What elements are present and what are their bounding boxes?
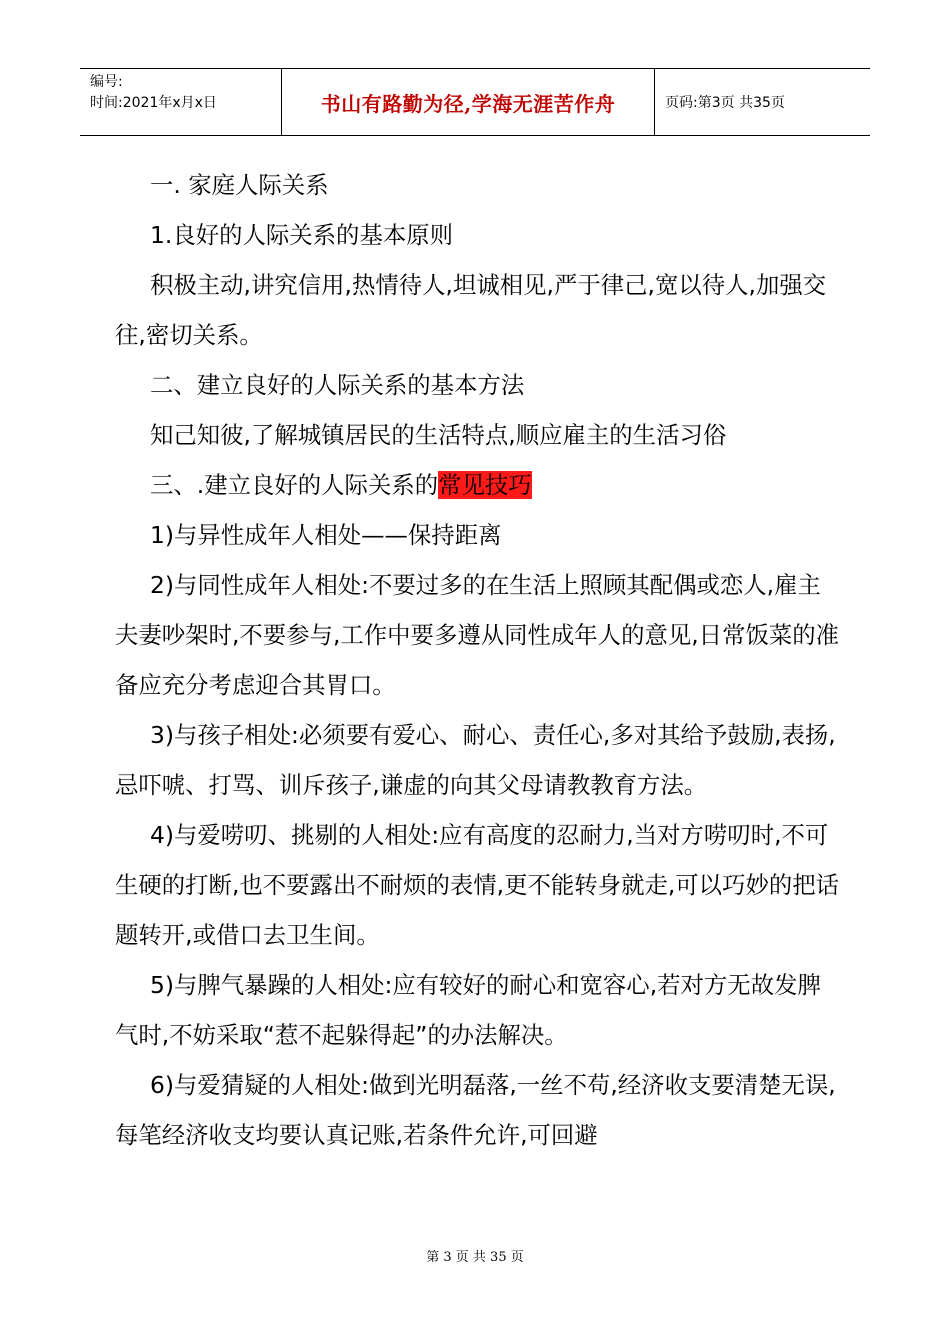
subsection-heading-1: 1.良好的人际关系的基本原则 xyxy=(150,221,454,249)
doc-number-label: 编号: xyxy=(90,74,123,90)
header-info xyxy=(80,69,282,135)
paragraph-principles: 积极主动,讲究信用,热情待人,坦诚相见,严于律己,宽以待人,加强交往,密切关系。 xyxy=(115,271,827,349)
list-item-2: 2)与同性成年人相处:不要过多的在生活上照顾其配偶或恋人,雇主夫妻吵架时,不要参与,工作中要多遵从同性成年人的意见,日常饭菜的准备应充分考虑迎合其胃口。 xyxy=(115,571,840,699)
document-body xyxy=(115,160,840,1160)
doc-time-label: 时间:2021年x月x日 xyxy=(90,95,217,111)
header-motto-cell xyxy=(282,69,655,135)
section-heading-3-text: 三、.建立良好的人际关系的 xyxy=(150,471,439,499)
header-page-cell xyxy=(655,69,870,135)
list-item-4: 4)与爱唠叨、挑剔的人相处:应有高度的忍耐力,当对方唠叨时,不可生硬的打断,也不要露出不耐烦的表情,更不能转身就走,可以巧妙的把话题转开,或借口去卫生间。 xyxy=(115,821,840,949)
section-heading-1: 一. 家庭人际关系 xyxy=(150,171,329,199)
list-item-5: 5)与脾气暴躁的人相处:应有较好的耐心和宽容心,若对方无故发脾气时,不妨采取“惹不起躲得起”的办法解决。 xyxy=(115,971,821,1049)
header-page-label: 页码:第3页 共35页 xyxy=(665,95,785,111)
page-header xyxy=(80,68,870,136)
highlighted-text: 常见技巧 xyxy=(438,471,532,499)
page-footer: 第 3 页 共 35 页 xyxy=(426,1250,524,1265)
list-item-1: 1)与异性成年人相处——保持距离 xyxy=(150,521,502,549)
section-heading-3 xyxy=(115,460,840,510)
header-motto: 书山有路勤为径,学海无涯苦作舟 xyxy=(320,91,616,116)
list-item-6: 6)与爱猜疑的人相处:做到光明磊落,一丝不苟,经济收支要清楚无误,每笔经济收支均要认真记账,若条件允许,可回避 xyxy=(115,1071,836,1149)
section-heading-2: 二、建立良好的人际关系的基本方法 xyxy=(150,371,525,399)
paragraph-methods: 知己知彼,了解城镇居民的生活特点,顺应雇主的生活习俗 xyxy=(150,421,727,449)
list-item-3: 3)与孩子相处:必须要有爱心、耐心、责任心,多对其给予鼓励,表扬,忌吓唬、打骂、训斥孩子,谦虚的向其父母请教教育方法。 xyxy=(115,721,836,799)
